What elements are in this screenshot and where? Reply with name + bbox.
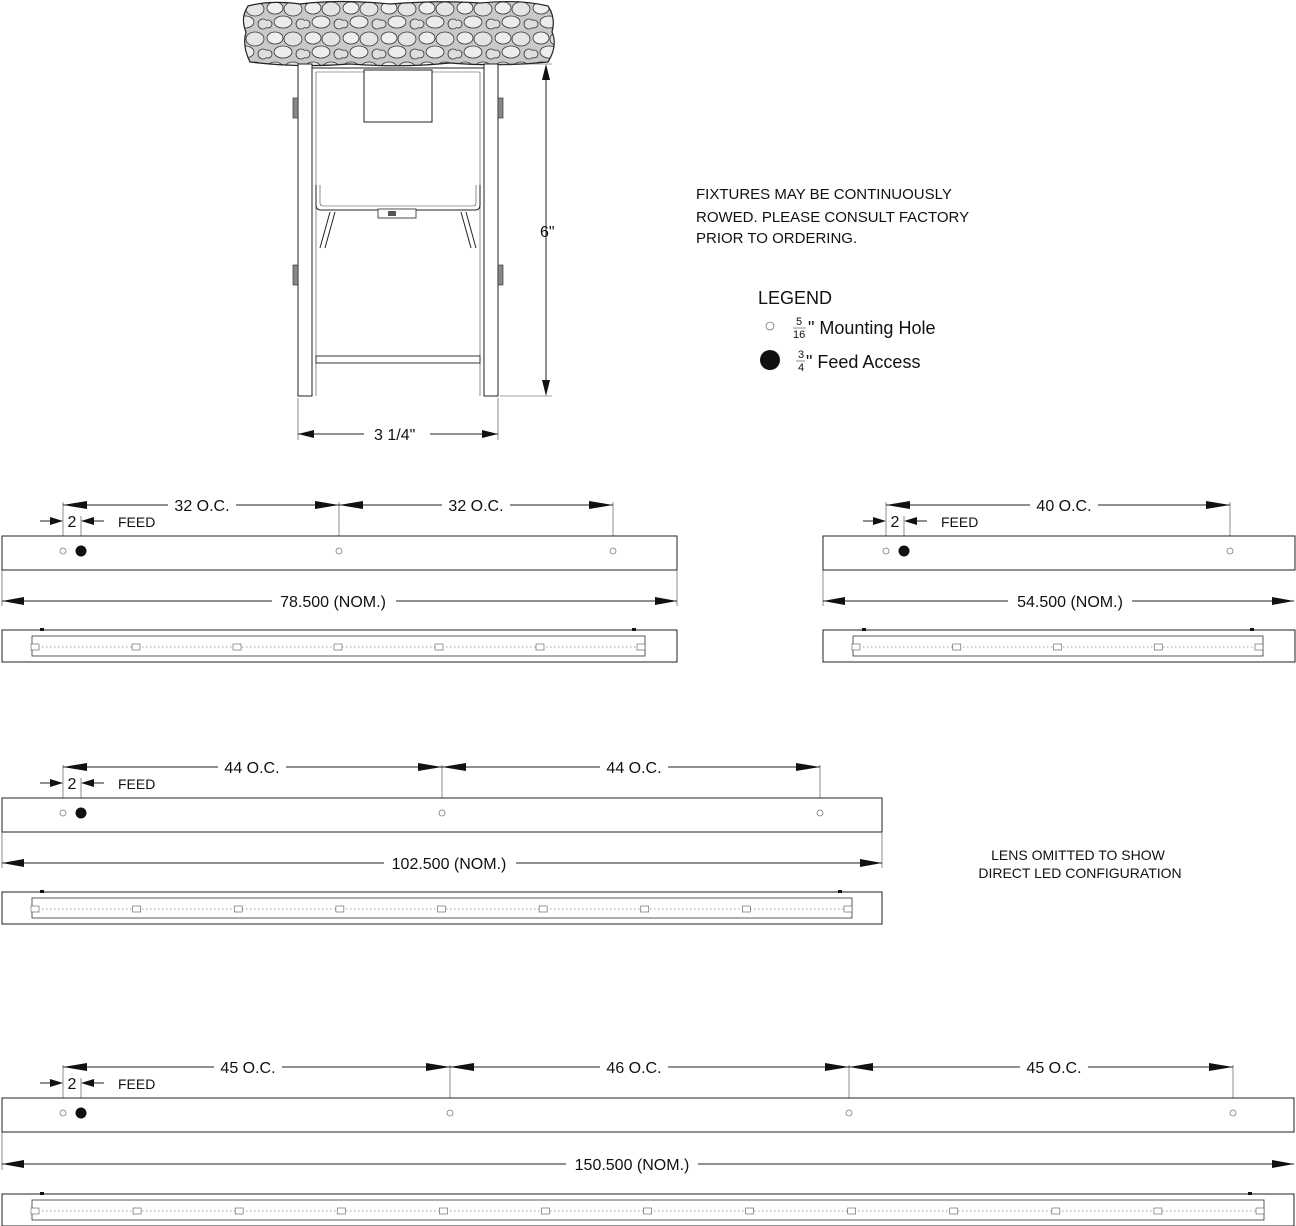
mounting-hole-icon [883,548,889,554]
led-module [31,1208,39,1214]
led-module [31,906,39,912]
led-module [337,1208,345,1214]
spacing-label: 45 O.C. [1026,1060,1082,1077]
led-module [31,644,39,650]
section-view [243,2,554,445]
fixture-78 [2,495,677,662]
led-module [336,906,344,912]
mounting-hole-icon [846,1110,852,1116]
led-module [439,1208,447,1214]
led-module [235,1208,243,1214]
feed-offset-label: 2 [67,776,77,793]
rowed-note-line: ROWED. PLEASE CONSULT FACTORY [696,209,970,226]
feed-access-icon [76,1108,87,1119]
led-module [1154,1208,1162,1214]
ceiling-stone [243,2,554,66]
mounting-hole-icon [1230,1110,1236,1116]
mounting-hole-icon [610,548,616,554]
mounting-hole-icon [60,810,66,816]
mounting-hole-icon [60,548,66,554]
nominal-length-label: 102.500 (NOM.) [391,856,507,873]
led-module [1052,1208,1060,1214]
legend-fraction-numerator: 3 [798,349,805,361]
feed-label: FEED [941,514,979,530]
mounting-hole-icon [336,548,342,554]
feed-label: FEED [118,776,156,792]
spacing-label: 44 O.C. [224,760,280,777]
feed-label: FEED [118,514,156,530]
width-dimension-label: 3 1/4" [374,427,416,444]
mounting-hole-icon [817,810,823,816]
legend-mounting-hole-label: " Mounting Hole [808,318,936,338]
feed-offset-label: 2 [890,514,900,531]
feed-offset-label: 2 [67,514,77,531]
led-module [438,906,446,912]
led-module [234,906,242,912]
feed-access-icon [76,546,87,557]
led-module [1054,644,1062,650]
mounting-hole-icon [447,1110,453,1116]
legend-fraction-denominator: 4 [798,362,805,374]
led-strip-view [823,628,1295,662]
led-module [848,1208,856,1214]
legend [758,288,935,374]
led-module [742,906,750,912]
spacing-label: 46 O.C. [606,1060,662,1077]
nominal-length-label: 150.500 (NOM.) [574,1157,690,1174]
spacing-label: 45 O.C. [220,1060,276,1077]
led-module [1255,644,1263,650]
height-dimension-label: 6" [540,224,555,241]
feed-access-icon [76,808,87,819]
lens-note-line: LENS OMITTED TO SHOW [991,847,1165,863]
led-module [233,644,241,650]
led-module [539,906,547,912]
led-module [852,644,860,650]
spacing-label: 32 O.C. [174,498,230,515]
led-strip-view [2,1192,1294,1226]
mounting-hole-icon [439,810,445,816]
led-strip-view [2,628,677,662]
led-module [746,1208,754,1214]
lens-note [978,847,1181,881]
legend-fraction-numerator: 5 [796,316,803,328]
led-module [133,906,141,912]
nominal-length-label: 78.500 (NOM.) [280,594,386,611]
spacing-label: 44 O.C. [606,760,662,777]
legend-title: LEGEND [758,288,833,308]
led-module [1256,1208,1264,1214]
led-module [334,644,342,650]
led-module [844,906,852,912]
spacing-label: 40 O.C. [1036,498,1092,515]
led-module [641,906,649,912]
mounting-hole-icon [766,322,774,330]
feed-access-icon [760,350,780,370]
led-module [953,644,961,650]
led-module [950,1208,958,1214]
nominal-length-label: 54.500 (NOM.) [1017,594,1123,611]
led-module [637,644,645,650]
led-module [644,1208,652,1214]
led-module [435,644,443,650]
fixture-102 [2,757,882,924]
lens-note-line: DIRECT LED CONFIGURATION [978,865,1182,881]
mounting-hole-icon [1227,548,1233,554]
rowed-note-line: PRIOR TO ORDERING. [696,230,858,247]
led-module [133,1208,141,1214]
led-strip-view [2,890,882,924]
rowed-note-line: FIXTURES MAY BE CONTINUOUSLY [696,186,952,203]
feed-label: FEED [118,1076,156,1092]
led-module [541,1208,549,1214]
led-module [536,644,544,650]
legend-feed-access-label: " Feed Access [806,352,921,372]
led-module [132,644,140,650]
legend-fraction-denominator: 16 [793,329,806,341]
feed-offset-label: 2 [67,1076,77,1093]
feed-access-icon [899,546,910,557]
rowed-note [696,186,969,247]
spacing-label: 32 O.C. [448,498,504,515]
mounting-hole-icon [60,1110,66,1116]
led-module [1154,644,1162,650]
fixture-150 [2,1057,1294,1226]
fixture-54 [823,495,1295,662]
